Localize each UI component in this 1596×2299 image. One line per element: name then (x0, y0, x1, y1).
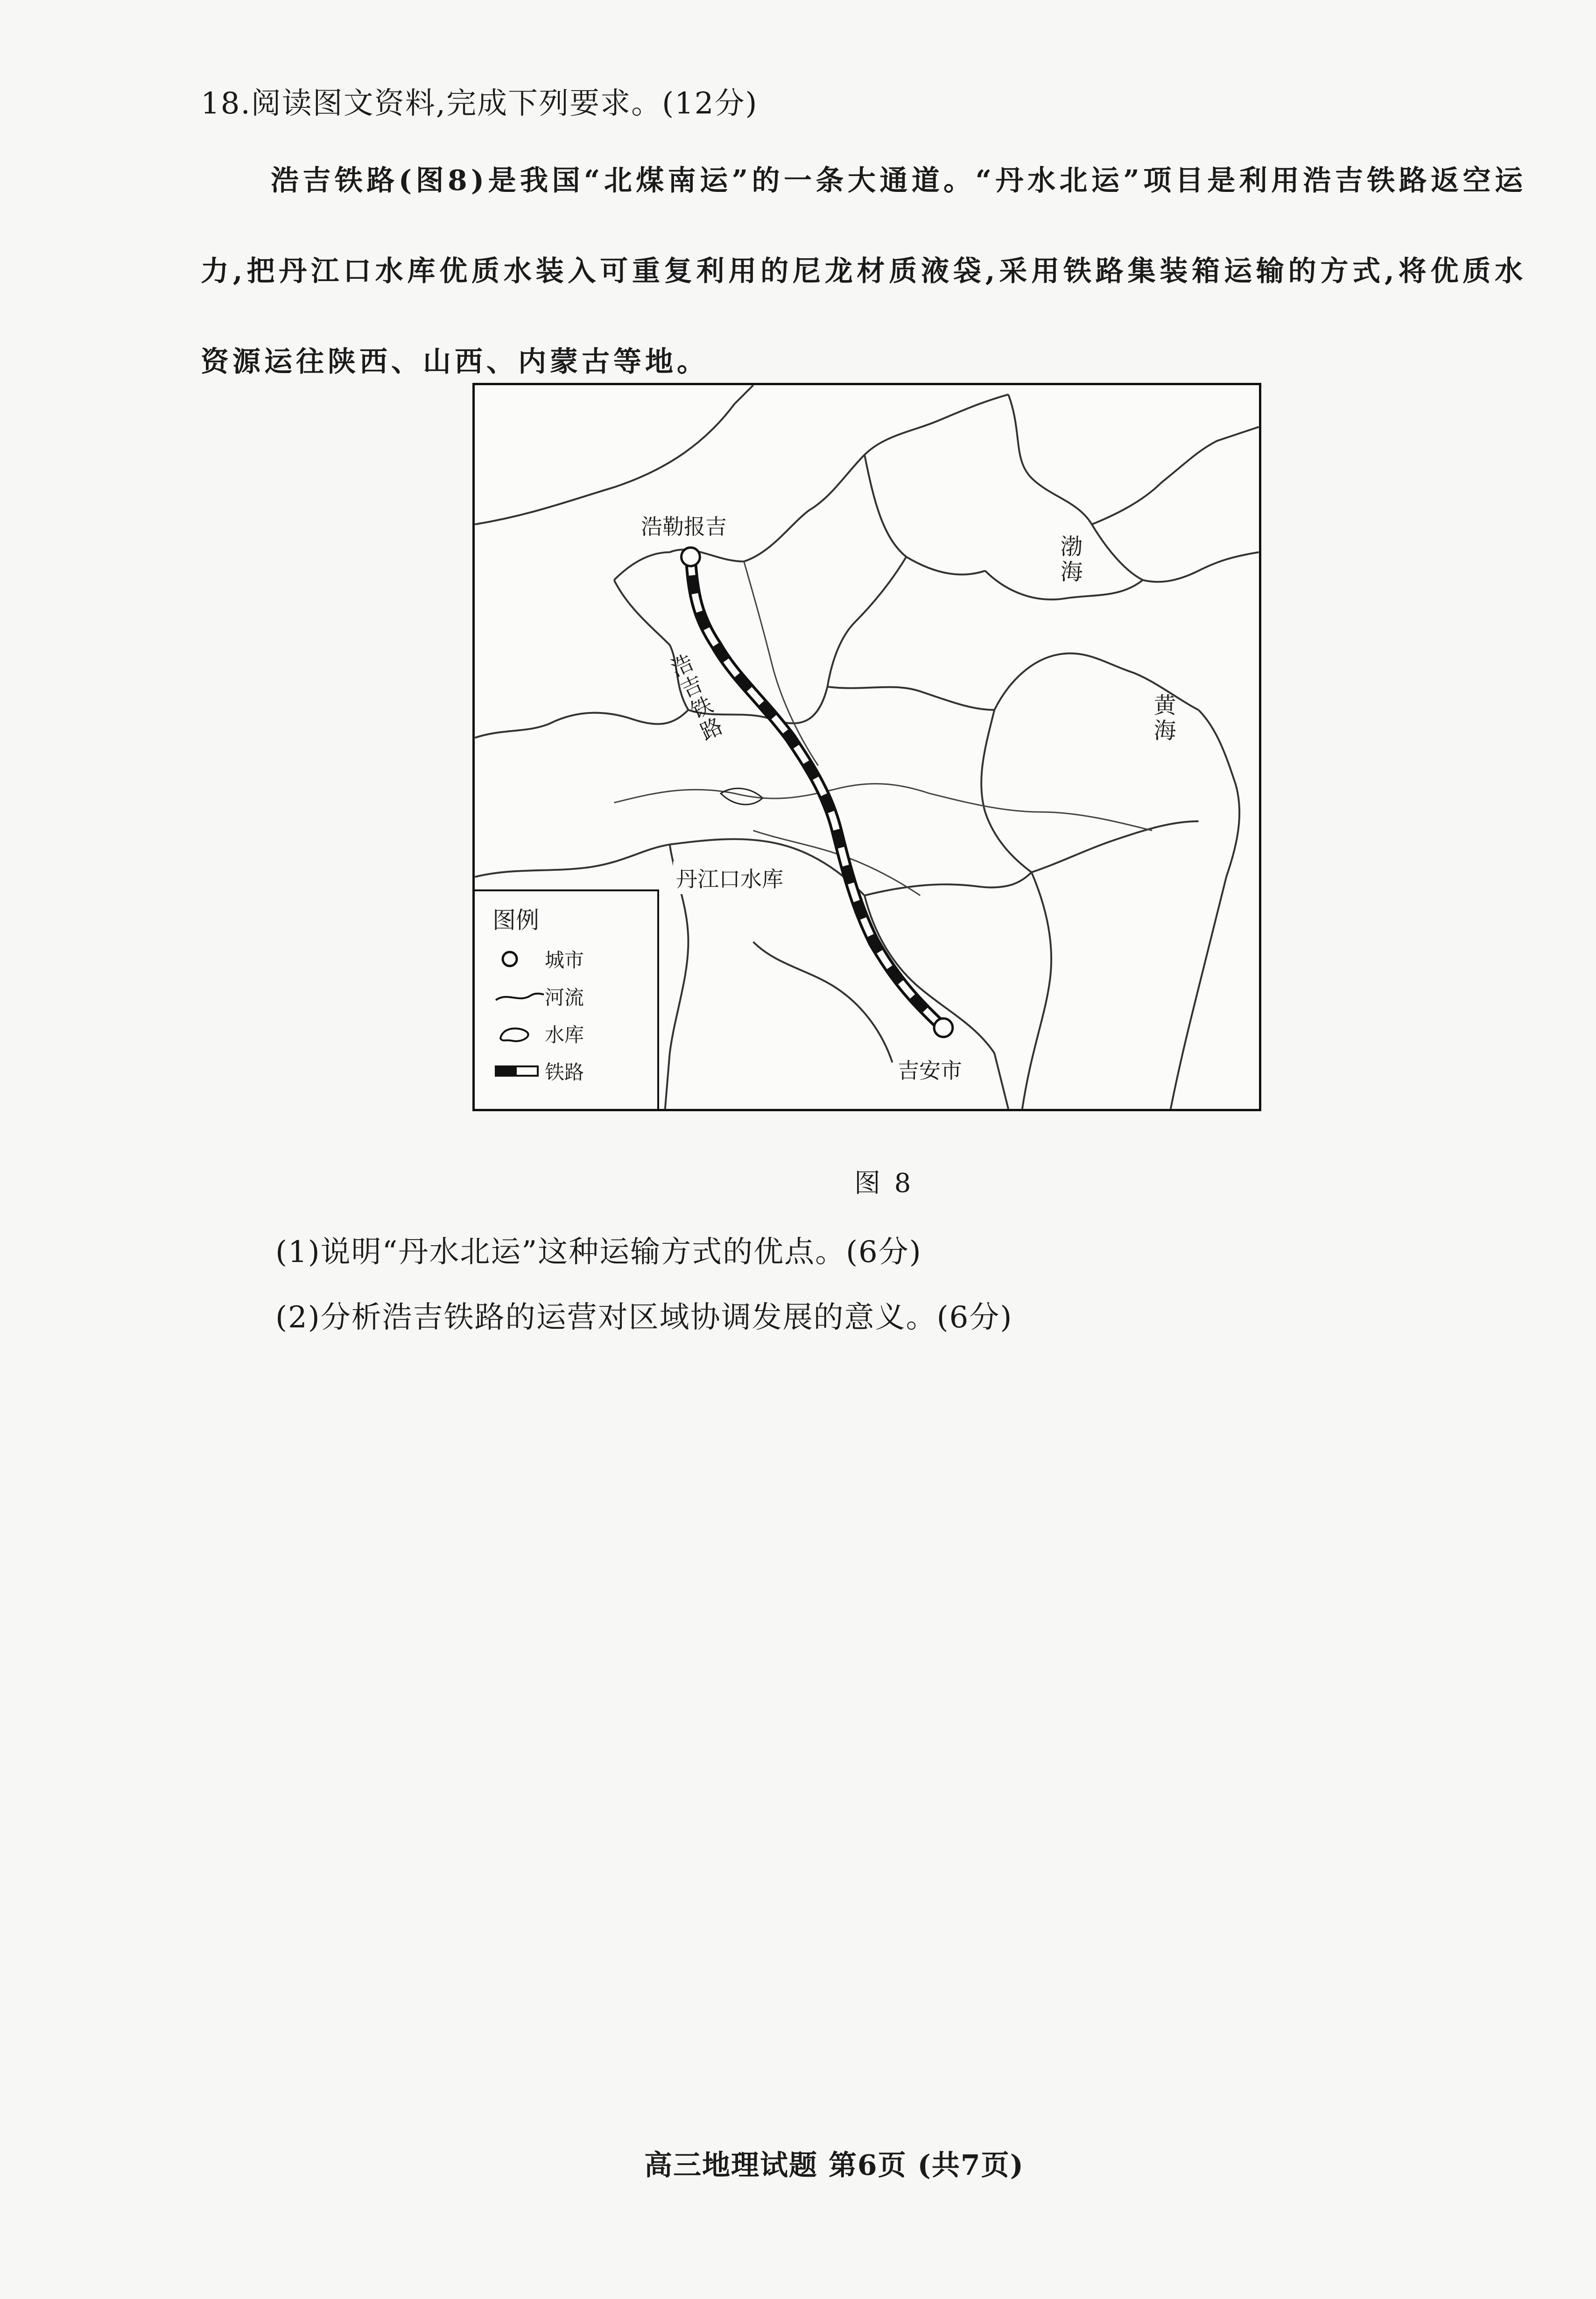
river-symbol-icon (493, 982, 545, 1010)
legend-text-city: 城市 (545, 949, 584, 972)
railway-label: 浩吉铁路 (664, 650, 727, 746)
page-footer: 高三地理试题 第6页 (共7页) (644, 2149, 1025, 2182)
reservoir-shape (721, 789, 762, 805)
sea-label-huanghai: 黄海 (1150, 693, 1176, 744)
figure-8-map (472, 383, 1261, 1111)
legend-row-reservoir (493, 1017, 584, 1050)
city-label-jian: 吉安市 (895, 1053, 965, 1086)
legend-title: 图例 (492, 907, 539, 934)
city-symbol-icon (493, 945, 545, 973)
legend-row-city (493, 943, 584, 975)
railway-symbol-icon (493, 1057, 545, 1085)
legend-text-reservoir: 水库 (545, 1023, 584, 1046)
city-marker-north (682, 548, 700, 566)
figure-caption: 图 8 (854, 1168, 914, 1199)
sub-question-2: (2)分析浩吉铁路的运营对区域协调发展的意义。(6分) (275, 1300, 1013, 1335)
question-header: 18.阅读图文资料,完成下列要求。(12分) (201, 86, 758, 121)
reservoir-label: 丹江口水库 (673, 861, 786, 894)
legend-row-river (493, 980, 584, 1013)
map-legend (475, 889, 659, 1109)
city-marker-south (934, 1018, 953, 1037)
reservoir-symbol-icon (493, 1020, 545, 1048)
legend-text-river: 河流 (545, 986, 584, 1009)
legend-row-railway (493, 1055, 584, 1087)
legend-text-railway: 铁路 (545, 1061, 584, 1084)
sub-question-1: (1)说明“丹水北运”这种运输方式的优点。(6分) (275, 1235, 922, 1269)
city-label-haolebaoji: 浩勒报吉 (638, 509, 730, 542)
question-paragraph: 浩吉铁路(图8)是我国“北煤南运”的一条大通道。“丹水北运”项目是利用浩吉铁路返空运力,把丹江口水库优质水装入可重复利用的尼龙材质液袋,采用铁路集装箱运输的方式,将优质水资源运往陕西、山西、内蒙古等地。 (201, 164, 1526, 378)
sea-label-bohai: 渤海 (1056, 535, 1083, 585)
